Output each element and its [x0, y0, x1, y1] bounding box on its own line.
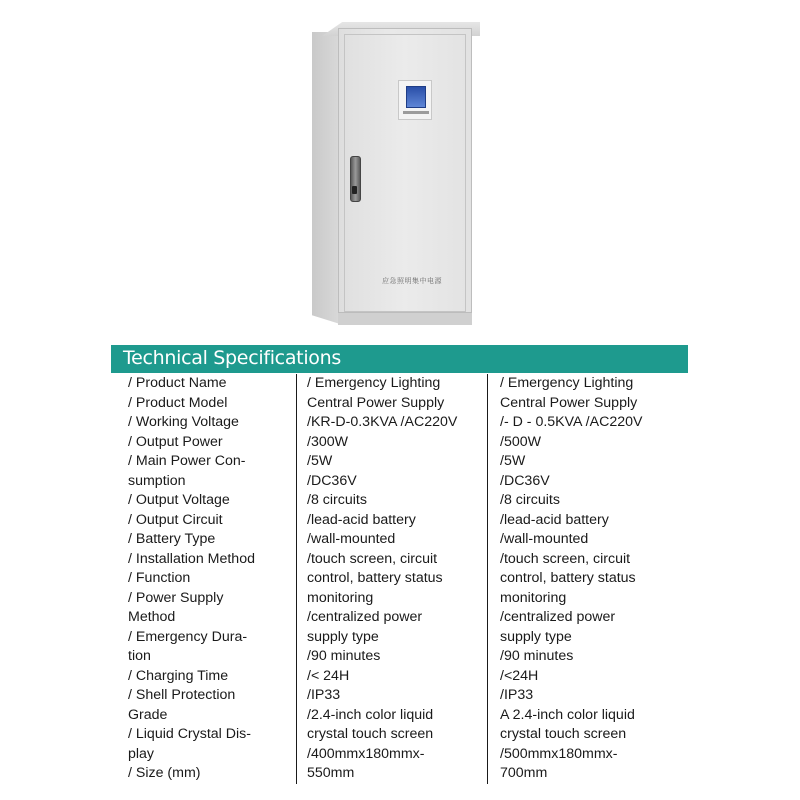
door-handle-icon: [350, 156, 361, 202]
spec-value-line-model-a: 550mm: [307, 765, 355, 781]
spec-value-line-model-a: /< 24H: [307, 667, 350, 684]
spec-value-line-model-b: /DC36V: [500, 472, 550, 489]
spec-label-line: / Product Model: [128, 394, 228, 411]
lcd-panel: [398, 80, 432, 120]
spec-label-line: play: [128, 745, 155, 762]
spec-value-line-model-b: /500W: [500, 433, 542, 450]
spec-value-line-model-b: /lead-acid battery: [500, 511, 609, 528]
spec-value-line-model-a: /wall-mounted: [307, 531, 396, 547]
spec-label-line: / Function: [128, 570, 191, 586]
lock-icon: [352, 186, 357, 194]
spec-value-line-model-a: supply type: [307, 628, 379, 645]
spec-value-line-model-b: /centralized power: [500, 609, 616, 625]
spec-model-a-column: [307, 374, 472, 784]
spec-value-line-model-b: /8 circuits: [500, 492, 560, 508]
spec-value-line-model-a: /90 minutes: [307, 648, 381, 664]
spec-value-line-model-a: /300W: [307, 433, 349, 450]
spec-label-line: / Shell Protection: [128, 687, 236, 703]
product-image-cabinet: [300, 10, 500, 325]
spec-label-line: / Battery Type: [128, 531, 216, 547]
spec-label-line: / Size (mm): [128, 765, 201, 781]
spec-value-line-model-b: /5W: [500, 453, 526, 469]
spec-value-line-model-a: /DC36V: [307, 472, 357, 489]
spec-value-line-model-a: Central Power Supply: [307, 394, 445, 411]
spec-value-line-model-b: /500mmx180mmx-: [500, 745, 618, 762]
spec-value-line-model-a: /touch screen, circuit: [307, 550, 438, 567]
spec-label-line: / Main Power Con-: [128, 453, 246, 469]
spec-value-line-model-b: /90 minutes: [500, 648, 574, 664]
spec-label-line: / Output Voltage: [128, 492, 230, 508]
spec-value-line-model-a: /centralized power: [307, 609, 423, 625]
spec-value-line-model-b: /wall-mounted: [500, 531, 589, 547]
spec-value-line-model-a: /5W: [307, 453, 333, 469]
spec-labels-column: [128, 374, 294, 784]
cabinet-base: [338, 312, 472, 325]
spec-label-line: / Liquid Crystal Dis-: [128, 726, 251, 742]
spec-value-line-model-a: control, battery status: [307, 570, 443, 586]
spec-label-line: / Product Name: [128, 375, 227, 391]
spec-value-line-model-a: /IP33: [307, 687, 341, 703]
spec-label-line: / Output Circuit: [128, 511, 223, 528]
spec-value-line-model-a: /400mmx180mmx-: [307, 745, 425, 762]
spec-value-line-model-a: / Emergency Lighting: [307, 375, 441, 391]
spec-value-line-model-a: /lead-acid battery: [307, 511, 416, 528]
spec-model-b-column: [500, 374, 680, 784]
spec-label-line: sumption: [128, 472, 186, 489]
lcd-screen: [406, 86, 426, 108]
spec-value-line-model-b: A 2.4-inch color liquid: [500, 706, 635, 723]
spec-value-line-model-b: /<24H: [500, 667, 539, 684]
cabinet-side-panel: [312, 32, 340, 324]
spec-value-line-model-b: Central Power Supply: [500, 394, 638, 411]
spec-value-line-model-b: /touch screen, circuit: [500, 550, 631, 567]
spec-header-bar: [111, 345, 688, 373]
spec-label-line: / Output Power: [128, 433, 223, 450]
column-divider: [296, 374, 297, 784]
spec-value-line-model-b: 700mm: [500, 765, 548, 781]
spec-value-line-model-b: /- D - 0.5KVA /AC220V: [500, 414, 643, 430]
spec-value-line-model-a: /2.4-inch color liquid: [307, 706, 434, 723]
spec-value-line-model-b: supply type: [500, 628, 572, 645]
spec-title: Technical Specifications: [123, 347, 341, 369]
spec-value-line-model-b: crystal touch screen: [500, 726, 627, 742]
spec-label-line: tion: [128, 648, 151, 664]
spec-label-line: Method: [128, 609, 176, 625]
spec-value-line-model-b: / Emergency Lighting: [500, 375, 634, 391]
spec-label-line: / Working Voltage: [128, 414, 239, 430]
spec-value-line-model-a: /8 circuits: [307, 492, 367, 508]
spec-value-line-model-b: /IP33: [500, 687, 534, 703]
lcd-caption: [403, 111, 429, 114]
spec-label-line: / Installation Method: [128, 550, 255, 567]
cabinet-door-label: 应急照明集中电源: [382, 278, 442, 285]
spec-value-line-model-a: crystal touch screen: [307, 726, 434, 742]
column-divider: [487, 374, 488, 784]
spec-value-line-model-a: /KR-D-0.3KVA /AC220V: [307, 414, 458, 430]
spec-label-line: / Emergency Dura-: [128, 628, 248, 645]
spec-value-line-model-a: monitoring: [307, 589, 374, 606]
spec-label-line: / Charging Time: [128, 667, 229, 684]
spec-label-line: Grade: [128, 706, 168, 723]
spec-label-line: / Power Supply: [128, 589, 224, 606]
cabinet-door: [344, 34, 466, 312]
spec-value-line-model-b: monitoring: [500, 589, 567, 606]
spec-value-line-model-b: control, battery status: [500, 570, 636, 586]
